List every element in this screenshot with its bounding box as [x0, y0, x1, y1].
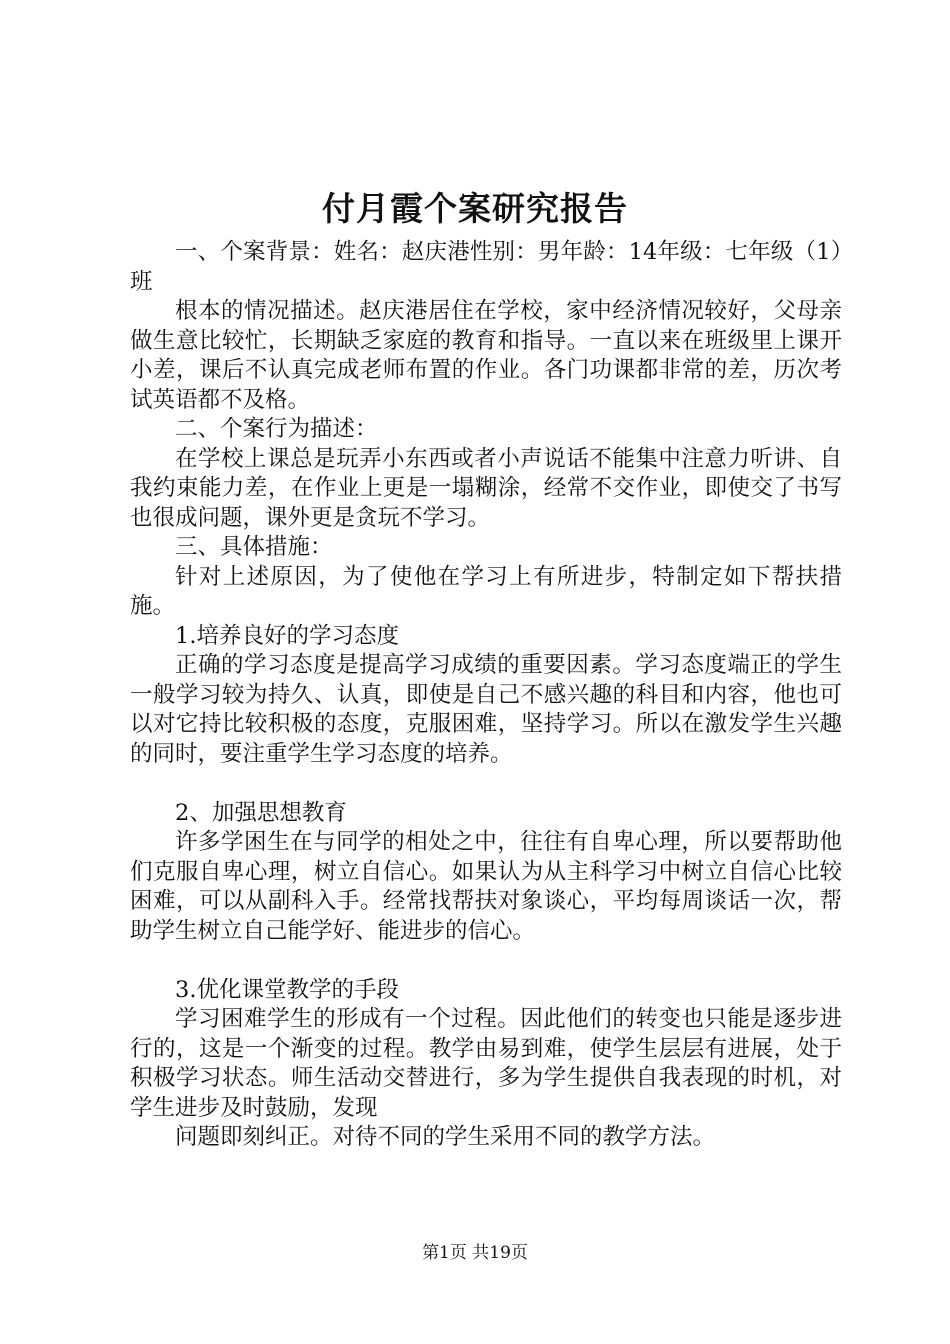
paragraph: 许多学困生在与同学的相处之中，往往有自卑心理，所以要帮助他们克服自卑心理，树立自信心。如果认为从主科学习中树立自信心比较困难，可以从副科入手。经常找帮扶对象谈心，平均每周谈话一次，帮助学生树立自己能学好、能进步的信心。: [130, 829, 842, 944]
document-body: [130, 238, 842, 1153]
document-title: 付月霞个案研究报告: [322, 189, 628, 228]
paragraph: 根本的情况描述。赵庆港居住在学校，家中经济情况较好，父母亲做生意比较忙，长期缺乏家庭的教育和指导。一直以来在班级里上课开小差，课后不认真完成老师布置的作业。各门功课都非常的差，历次考试英语都不及格。: [130, 298, 842, 413]
paragraph: 在学校上课总是玩弄小东西或者小声说话不能集中注意力听讲、自我约束能力差，在作业上更是一塌糊涂，经常不交作业，即使交了书写也很成问题，课外更是贪玩不学习。: [130, 445, 842, 531]
paragraph: 正确的学习态度是提高学习成绩的重要因素。学习态度端正的学生一般学习较为持久、认真，即使是自己不感兴趣的科目和内容，他也可以对它持比较积极的态度，克服困难，坚持学习。所以在激发学生兴趣的同时，要注重学生学习态度的培养。: [130, 652, 842, 767]
subsection-heading: 3.优化课堂教学的手段: [175, 976, 399, 1003]
paragraph: 学习困难学生的形成有一个过程。因此他们的转变也只能是逐步进行的，这是一个渐变的过程。教学由易到难，使学生层层有进展，处于积极学习状态。师生活动交替进行，多为学生提供自我表现的时机，对学生进步及时鼓励，发现: [130, 1006, 842, 1121]
paragraph: 问题即刻纠正。对待不同的学生采用不同的教学方法。: [175, 1124, 716, 1150]
paragraph: 针对上述原因，为了使他在学习上有所进步，特制定如下帮扶措施。: [130, 563, 842, 619]
section-heading: 三、具体措施：: [175, 534, 333, 560]
subsection-heading: 2、加强思想教育: [175, 799, 347, 826]
page-footer: 第1页 共19页: [422, 1243, 528, 1263]
section-heading: 二、个案行为描述：: [175, 416, 378, 442]
paragraph: 一、个案背景：姓名：赵庆港性别：男年龄：14年级：七年级（1）班: [130, 239, 842, 295]
subsection-heading: 1.培养良好的学习态度: [175, 622, 399, 649]
